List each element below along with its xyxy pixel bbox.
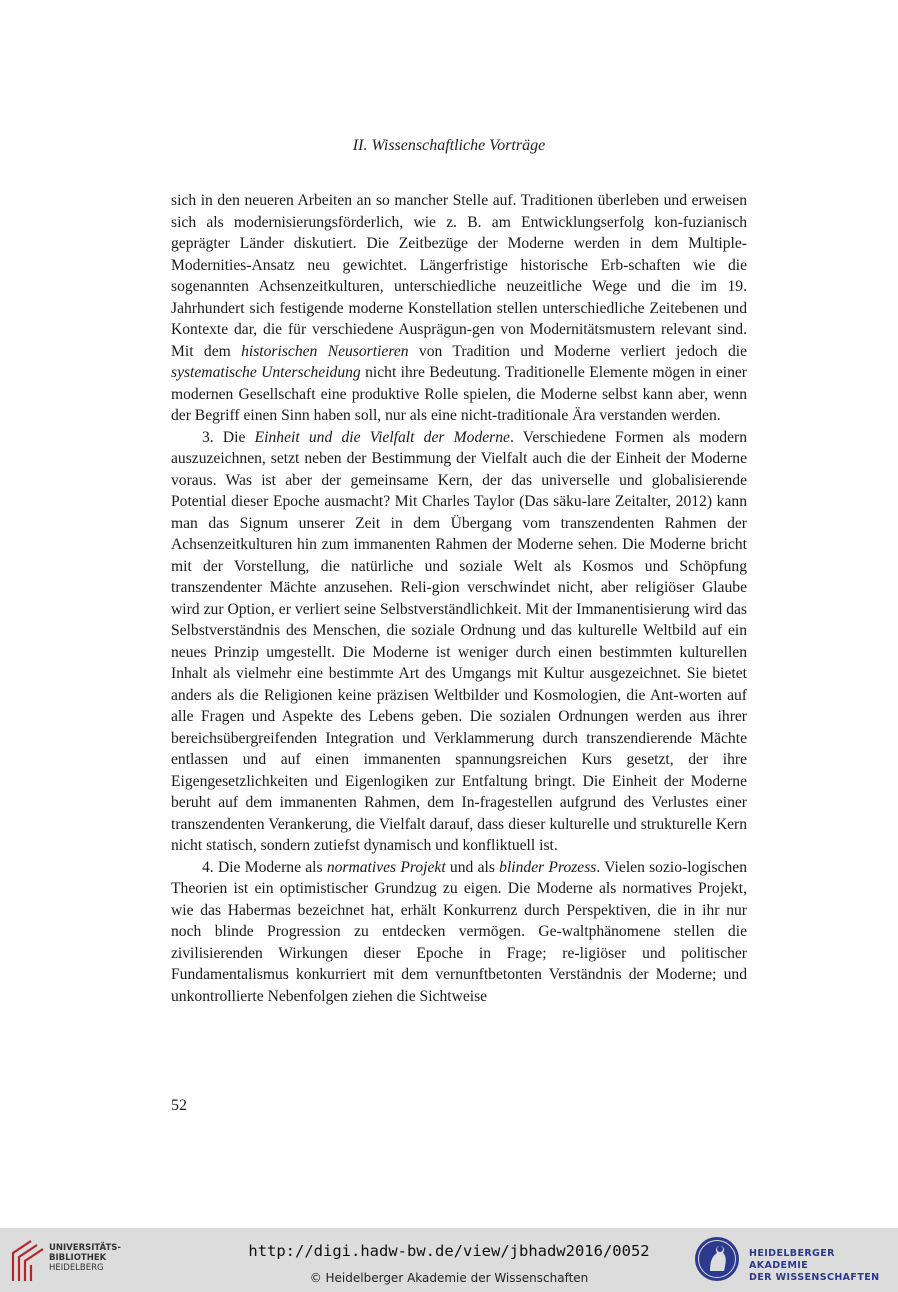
emphasis: blinder Prozess <box>499 858 597 876</box>
emphasis: normatives Projekt <box>326 858 446 876</box>
logo-text-line: HEIDELBERG <box>49 1263 104 1273</box>
text-run: . Verschiedene Formen als modern auszuzeichnen, setzt neben der Bestimmung der Vielfalt auch die der Einheit der Moderne voraus. Was ist aber der gemeinsame Kern, der das universelle und globalisierende Potential dieser Epoche ausmacht? Mit Charles Taylor (Das säku-lare Zeitalter, 2012) kann man das Signum unserer Zeit in dem Übergang vom transzendenten Rahmen der Achsenzeitkulturen hin zum immanenten Rahmen der Moderne sehen. Die Moderne bricht mit der Vorstellung, die natürliche und soziale Welt als Kosmos und Schöpfung transzendenter Mächte anzusehen. Reli-gion verschwindet nicht, aber religiöser Glaube wird zur Option, er verliert seine Selbstverständlichkeit. Mit der Immanentisierung wird das Selbstverständnis des Menschen, die soziale Ordnung und das kulturelle Weltbild auf ein neues Prinzip umgestellt. Die Moderne ist weniger durch einen bestimmten kulturellen Inhalt als vielmehr eine bestimmte Art des Umgangs mit Kultur ausgezeichnet. Sie bietet anders als die Religionen keine präzisen Weltbilder und Kosmologien, die Ant-worten auf alle Fragen und Aspekte des Lebens geben. Die sozialen Ordnungen werden aus ihrer bereichsübergreifenden Integration und Verklammerung durch transzendierende Mächte entlassen und auf einen immanenten spannungsreichen Kurs gesetzt, der ihre Eigengesetzlichkeiten und Eigenlogiken zur Entfaltung bringt. Die Einheit der Moderne beruht auf dem immanenten Rahmen, dem In-fragestellen aufgrund des Verlustes einer transzendenten Verankerung, die Vielfalt darauf, dass dieser kulturelle und strukturelle Kern nicht statisch, sondern zutiefst dynamisch und konfliktuell ist. <box>171 428 747 854</box>
text-run: von Tradition und Moderne verliert jedoch die <box>408 342 747 360</box>
emphasis: historischen Neusortieren <box>241 342 409 360</box>
academy-wordmark <box>749 1248 893 1284</box>
paragraph-1 <box>171 190 747 427</box>
running-head: II. Wissenschaftliche Vorträge <box>352 137 546 154</box>
logo-text-line: DER WISSENSCHAFTEN <box>749 1272 880 1283</box>
emphasis: Einheit und die Vielfalt der Moderne <box>254 428 510 446</box>
footer-bar <box>0 1228 898 1292</box>
text-run: sich in den neueren Arbeiten an so mancher Stelle auf. Traditionen überleben und erweisen sich als modernisierungsförderlich, wie z. B. am Entwicklungserfolg kon-fuzianisch geprägter Länder diskutiert. Die Zeitbezüge der Moderne werden in dem Multiple-Modernities-Ansatz neu gewichtet. Längerfristige historische Erb-schaften wie die sogenannten Achsenzeitkulturen, unterschiedliche neuzeitliche Wege und die im 19. Jahrhundert sich festigende moderne Konstellation stellen unterschiedliche Zeitebenen und Kontexte dar, die für verschiedene Ausprägun-gen von Modernitätsmustern relevant sind. Mit dem <box>171 192 747 360</box>
page-number: 52 <box>171 1097 187 1114</box>
footer-url[interactable]: http://digi.hadw-bw.de/view/jbhadw2016/0052 <box>248 1242 650 1260</box>
emphasis: systematische Unterscheidung <box>171 364 361 381</box>
academy-seal-icon <box>693 1235 741 1283</box>
text-run: und als <box>445 858 500 876</box>
text-run: . Vielen sozio-logischen Theorien ist ein optimistischer Grundzug zu eigen. Die Moderne als normatives Projekt, wie das Habermas bezeichnet hat, erhält Konkurrenz durch Perspektiven, die in ihr nur noch blinde Progression zu entdecken vermögen. Ge-waltphänomene stellen die zivilisierenden Wirkungen dieser Epoche in Frage; re-ligiöser und politischer Fundamentalismus konkurriert mit dem vernunftbetonten Verständnis der Moderne; und unkontrollierte Nebenfolgen ziehen die Sichtweise <box>171 858 747 1005</box>
text-run: nicht ihre Bedeutung. Traditionelle Elemente mögen in einer modernen Gesellschaft eine produktive Rolle spielen, die Moderne selbst kann aber, wenn der Begriff einen Sinn haben soll, nur als eine nicht-traditionale Ära verstanden werden. <box>171 364 747 424</box>
footer-copyright: © Heidelberger Akademie der Wissenschaften <box>309 1271 589 1285</box>
logo-text-line: HEIDELBERGER AKADEMIE <box>749 1248 835 1271</box>
text-run: 4. Die Moderne als <box>202 858 327 876</box>
paragraph-3 <box>171 857 747 1008</box>
paragraph-2 <box>171 427 747 857</box>
logo-text-line: UNIVERSITÄTS- <box>49 1243 121 1253</box>
academy-logo[interactable] <box>693 1235 893 1287</box>
text-run: 3. Die <box>202 428 255 446</box>
logo-text-line: BIBLIOTHEK <box>49 1253 107 1263</box>
text-block <box>171 190 747 1007</box>
